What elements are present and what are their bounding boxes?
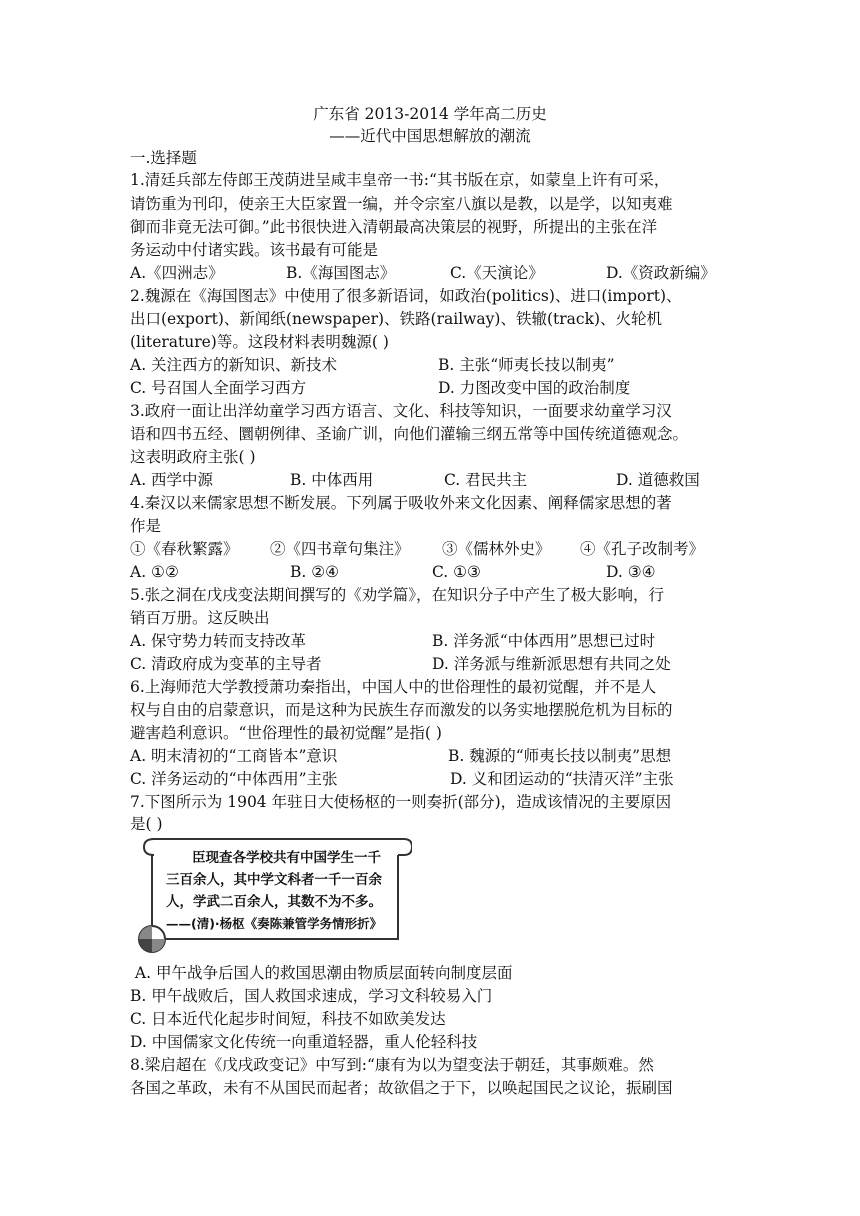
option-c: C.《天演论》 [450, 264, 544, 282]
question-text-line: 5.张之洞在戊戌变法期间撰写的《劝学篇》，在知识分子中产生了极大影响，行 [130, 586, 665, 604]
option-b: B.《海国图志》 [286, 264, 396, 282]
question-text-line: 避害趋利意识。“世俗理性的最初觉醒”是指( ) [130, 724, 442, 742]
option-a: A. 保守势力转而支持改革 [130, 632, 307, 650]
option-b: B. 主张“师夷长技以制夷” [438, 356, 615, 374]
option-c: C. 号召国人全面学习西方 [130, 379, 307, 397]
question-text-line: 7.下图所示为 1904 年驻日大使杨枢的一则奏折(部分)，造成该情况的主要原因 [130, 793, 672, 811]
question-text-line: 6.上海师范大学教授萧功秦指出，中国人中的世俗理性的最初觉醒，并不是人 [130, 678, 657, 696]
question-text-line: 务运动中付诸实践。该书最有可能是 [130, 241, 379, 259]
option-c: C. ①③ [432, 563, 481, 581]
question-text-line: 2.魏源在《海国图志》中使用了很多新语词，如政治(politics)、进口(import)、 [130, 287, 682, 305]
option-d: D. 道德救国 [616, 471, 700, 489]
option-c: C. 日本近代化起步时间短，科技不如欧美发达 [130, 1010, 446, 1028]
option-d: D. 义和团运动的“扶清灭洋”主张 [450, 770, 674, 788]
statement-item: ②《四书章句集注》 [270, 540, 410, 558]
option-b: B. 魏源的“师夷长技以制夷”思想 [448, 747, 672, 765]
option-d: D. 中国儒家文化传统一向重道轻器，重人伦轻科技 [130, 1033, 478, 1051]
question-text-line: 出口(export)、新闻纸(newspaper)、铁路(railway)、铁辙(track)、火轮机 [130, 310, 663, 328]
question-text-line: 4.秦汉以来儒家思想不断发展。下列属于吸收外来文化因素、阐释儒家思想的著 [130, 494, 672, 512]
option-a: A. 西学中源 [130, 471, 214, 489]
statement-item: ③《儒林外史》 [442, 540, 551, 558]
option-c: C. 洋务运动的“中体西用”主张 [130, 770, 338, 788]
question-text-line: 销百万册。这反映出 [130, 609, 270, 627]
option-b: B. 中体西用 [290, 471, 374, 489]
option-b: B. 洋务派“中体西用”思想已过时 [432, 632, 656, 650]
question-text-line: (literature)等。这段材料表明魏源( ) [130, 333, 389, 351]
page-title: 广东省 2013-2014 学年高二历史 [313, 105, 547, 123]
statement-item: ④《孔子改制考》 [580, 540, 705, 558]
question-text-line: 1.清廷兵部左侍郎王茂荫进呈咸丰皇帝一书:“其书版在京，如蒙皇上许有可采， [130, 171, 670, 189]
page-subtitle: ——近代中国思想解放的潮流 [329, 127, 531, 145]
option-a: A. ①② [130, 563, 179, 581]
question-text-line: 御而非竟无法可御。”此书很快进入清朝最高决策层的视野，所提出的主张在洋 [130, 218, 658, 236]
option-c: C. 清政府成为变革的主导者 [130, 655, 322, 673]
option-d: D. 洋务派与维新派思想有共同之处 [432, 655, 671, 673]
option-c: C. 君民共主 [444, 471, 528, 489]
scroll-citation: ——(清)·杨枢《奏陈兼管学务情形折》 [166, 916, 383, 931]
question-text-line: 3.政府一面让出洋幼童学习西方语言、文化、科技等知识，一面要求幼童学习汉 [130, 402, 672, 420]
option-d: D.《资政新编》 [606, 264, 716, 282]
question-text-line: 各国之革政，未有不从国民而起者；故欲倡之于下，以唤起国民之议论，振刷国 [130, 1079, 673, 1097]
option-a: A. 明末清初的“工商皆本”意识 [130, 747, 338, 765]
memorial-scroll-figure [130, 835, 412, 953]
option-a: A. 甲午战争后国人的救国思潮由物质层面转向制度层面 [130, 964, 513, 982]
option-a: A.《四洲志》 [130, 264, 224, 282]
option-b: B. 甲午战败后，国人救国求速成，学习文科较易入门 [130, 987, 493, 1005]
question-text-line: 是( ) [130, 815, 163, 833]
scroll-text-line: 人，学武二百余人，其数不为不多。 [166, 894, 382, 910]
question-text-line: 请饬重为刊印，使亲王大臣家置一编，并令宗室八旗以是教，以是学，以知夷难 [130, 195, 673, 213]
option-d: D. 力图改变中国的政治制度 [438, 379, 631, 397]
option-a: A. 关注西方的新知识、新技术 [130, 356, 338, 374]
question-text-line: 作是 [130, 517, 162, 535]
option-b: B. ②④ [290, 563, 340, 581]
statement-item: ①《春秋繁露》 [130, 540, 239, 558]
question-text-line: 8.梁启超在《戊戌政变记》中写到:“康有为以为望变法于朝廷，其事颇难。然 [130, 1056, 654, 1074]
question-text-line: 语和四书五经、圜朝例律、圣谕广训，向他们灌输三纲五常等中国传统道德观念。 [130, 425, 689, 443]
question-text-line: 这表明政府主张( ) [130, 448, 256, 466]
scroll-text [166, 847, 394, 935]
section-heading: 一.选择题 [130, 149, 197, 167]
option-d: D. ③④ [606, 563, 656, 581]
question-text-line: 权与自由的启蒙意识，而是这种为民族生存而激发的以务实地摆脱危机为目标的 [130, 701, 673, 719]
scroll-text-line: 三百余人，其中学文科者一千一百余 [166, 872, 382, 888]
scroll-text-line: 臣现查各学校共有中国学生一千 [192, 850, 381, 866]
